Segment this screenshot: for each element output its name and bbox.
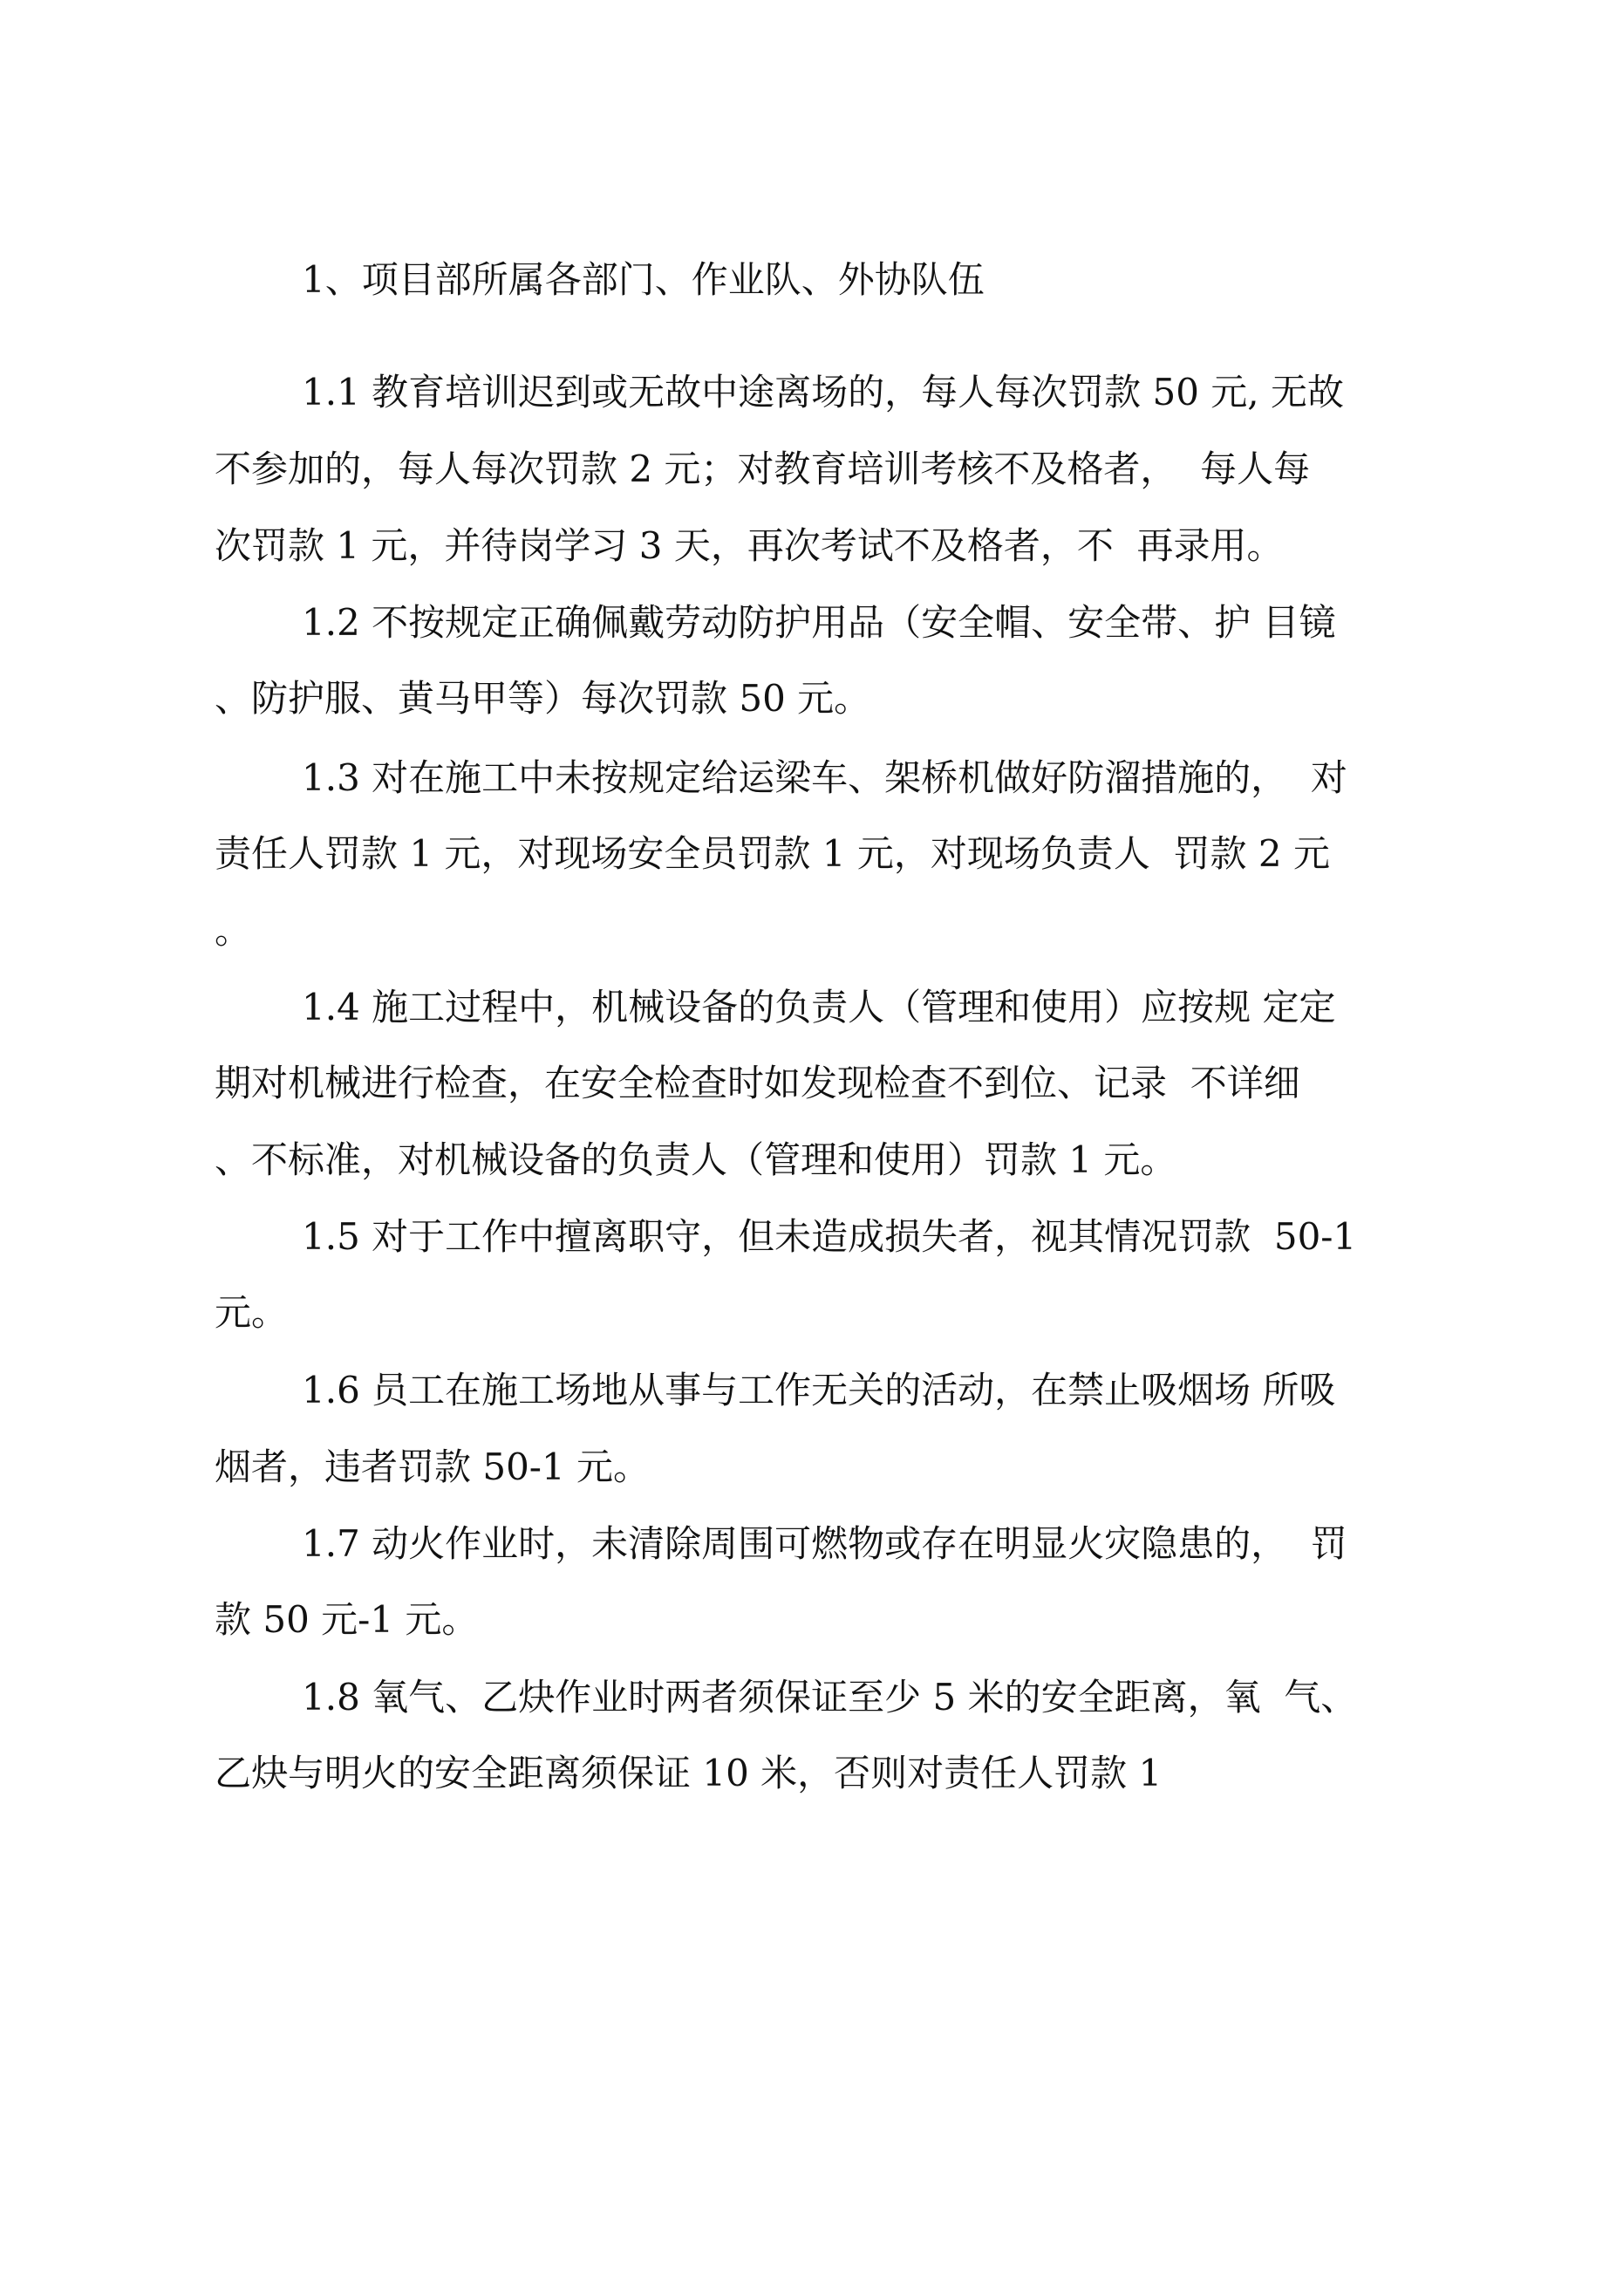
paragraph-line: 1.2 不按规定正确佩戴劳动防护用品（安全帽、安全带、护 目镜: [302, 601, 1336, 644]
paragraph-line: 1.8 氧气、乙炔作业时两者须保证至少 5 米的安全距离，氧 气、: [302, 1676, 1358, 1719]
paragraph-line: 1.6 员工在施工场地从事与工作无关的活动，在禁止吸烟场 所吸: [302, 1369, 1336, 1411]
paragraph-line: 1.7 动火作业时，未清除周围可燃物或存在明显火灾隐患的， 罚: [302, 1522, 1347, 1565]
paragraph-line: 、防护服、黄马甲等）每次罚款 50 元。: [215, 677, 871, 720]
paragraph-line: 次罚款 1 元，并待岗学习 3 天，再次考试不及格者，不 再录用。: [215, 524, 1284, 567]
paragraph-line: 乙炔与明火的安全距离须保证 10 米，否则对责任人罚款 1: [215, 1752, 1163, 1794]
paragraph-line: 元。: [215, 1291, 289, 1334]
paragraph-line: 1.4 施工过程中，机械设备的负责人（管理和使用）应按规 定定: [302, 986, 1336, 1028]
paragraph-line: 。: [215, 909, 252, 952]
paragraph-line: 烟者，违者罚款 50-1 元。: [215, 1445, 651, 1488]
paragraph-line: 不参加的，每人每次罚款 2 元；对教育培训考核不及格者， 每人每: [215, 448, 1311, 490]
paragraph-line: 、不标准，对机械设备的负责人（管理和使用）罚款 1 元。: [215, 1138, 1177, 1181]
paragraph-line: 期对机械进行检查，在安全检查时如发现检查不到位、记录 不详细: [215, 1062, 1300, 1104]
section-heading: 1、项目部所属各部门、作业队、外协队伍: [302, 258, 985, 301]
paragraph-line: 1.3 对在施工中未按规定给运梁车、架桥机做好防溜措施的， 对: [302, 756, 1347, 799]
paragraph-line: 款 50 元-1 元。: [215, 1598, 479, 1641]
paragraph-line: 1.5 对于工作中擅离职守，但未造成损失者，视其情况罚款 50-1: [302, 1215, 1357, 1258]
paragraph-line: 责任人罚款 1 元，对现场安全员罚款 1 元，对现场负责人 罚款 2 元: [215, 832, 1330, 875]
paragraph-line: 1.1 教育培训迟到或无故中途离场的，每人每次罚款 50 元, 无故: [302, 371, 1344, 413]
